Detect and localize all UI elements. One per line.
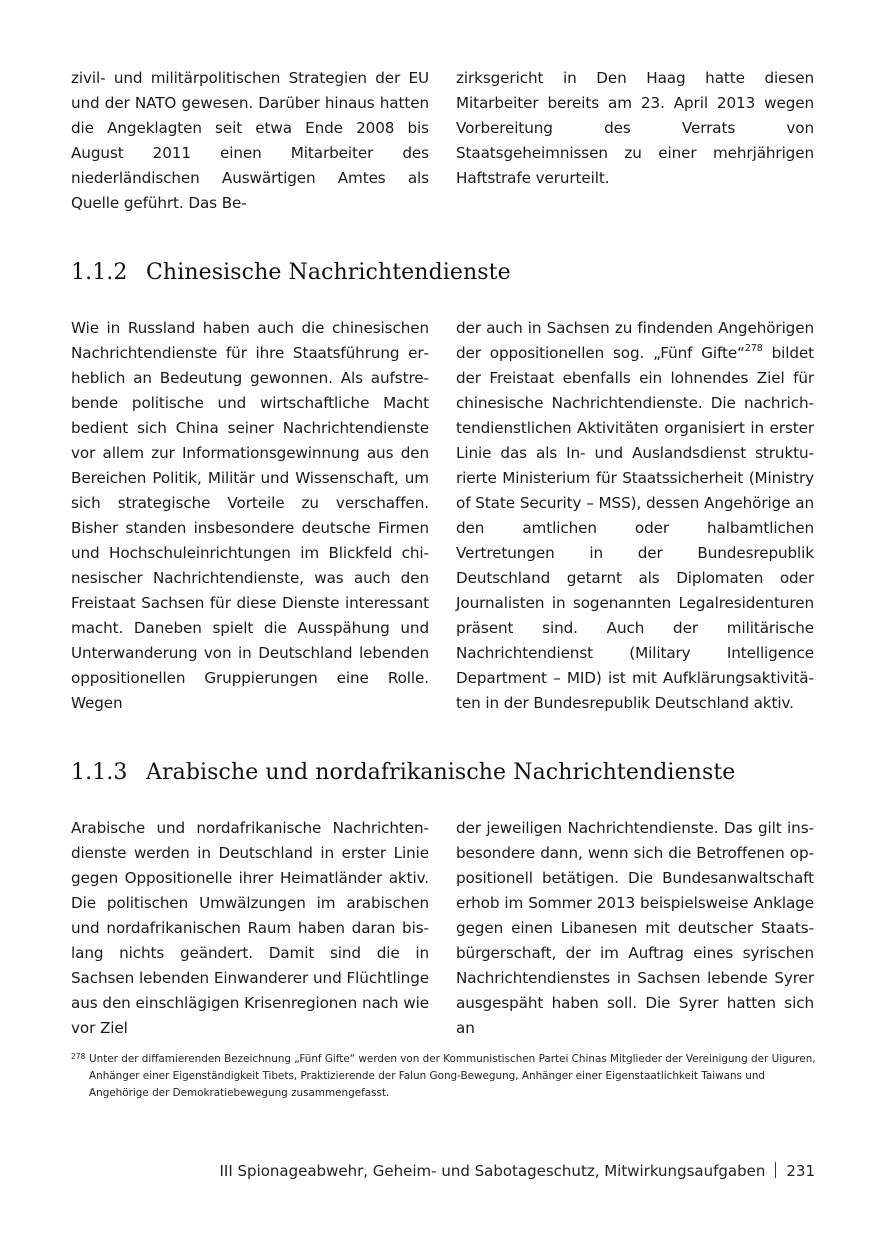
footnote	[71, 1051, 816, 1102]
paragraph-text-part: bildet der Freistaat ebenfalls ein lohnendes Ziel für chinesische Nachrichtendienste. Die nachrichtendienstlichen Aktivitäten organisiert in erster Linie das als In- und Auslandsdienst strukturierte Ministerium für Staatssicherheit (Ministry of State Security – MSS), dessen Angehörige an den amtlichen oder halbamtlichen Vertretungen in der Bundesrepublik Deutschland getarnt als Diplomaten oder Journalisten in sogenannten Legalresidenturen präsent sind. Auch der militärische Nachrichtendienst (Military Intelligence Department – MID) ist mit Aufklärungsaktivitäten in der Bundesrepublik Deutschland aktiv.	[456, 344, 814, 712]
footnote-reference[interactable]: 278	[744, 343, 763, 354]
section-heading-112	[71, 259, 511, 287]
paragraph-text: zirksgericht in Den Haag hatte diesen Mitarbeiter bereits am 23. April 2013 wegen Vorbereitung des Verrats von Staatsgeheimnissen zu einer mehrjährigen Haftstrafe verurteilt.	[456, 69, 814, 187]
footer-divider	[775, 1162, 776, 1178]
paragraph-text: der jeweiligen Nachrichtendienste. Das gilt insbesondere dann, wenn sich die Betroffenen oppositionell betätigen. Die Bundesanwaltschaft erhob im Sommer 2013 beispielsweise Anklage gegen einen Libanesen mit deutscher Staatsbürgerschaft, der im Auftrag eines syrischen Nachrichtendienstes in Sachsen lebende Syrer ausgespäht haben soll. Die Syrer hatten sich an	[456, 819, 814, 1037]
paragraph-text: zivil- und militärpolitischen Strategien der EU und der NATO gewesen. Darüber hinaus hatten die Angeklagten seit etwa Ende 2008 bis August 2011 einen Mitarbeiter des niederländischen Auswärtigen Amtes als Quelle geführt. Das Be-	[71, 69, 429, 212]
paragraph-text: Arabische und nordafrikanische Nachrichtendienste werden in Deutschland in erster Linie gegen Oppositionelle ihrer Heimatländer aktiv. Die politischen Umwälzungen im arabischen und nordafrikanischen Raum haben daran bislang nichts geändert. Damit sind die in Sachsen lebenden Einwanderer und Flüchtlinge aus den einschlägigen Krisenregionen nach wie vor Ziel	[71, 819, 429, 1037]
section-113-column-left	[71, 816, 429, 1041]
section-title: Chinesische Nachrichtendienste	[146, 260, 511, 285]
section-number: 1.1.2	[71, 260, 128, 285]
section-112-column-right	[456, 316, 814, 716]
footnote-mark: 278	[71, 1052, 86, 1061]
page-number: 231	[786, 1162, 815, 1180]
top-column-right	[456, 66, 814, 191]
paragraph-text	[456, 316, 814, 716]
section-heading-113	[71, 759, 735, 787]
paragraph-text-part: der auch in Sachsen zu findenden Angehörigen der oppositionellen sog. „Fünf Gifte“	[456, 319, 814, 362]
top-column-left	[71, 66, 429, 216]
footnote-text: Unter der diffamierenden Bezeichnung „Fünf Gifte“ werden von der Kommunistischen Partei Chinas Mitglieder der Vereinigung der Uiguren, Anhänger einer Eigenständigkeit Tibets, Praktizierende der Falun Gong-Bewegung, Anhänger einer Eigenstaatlichkeit Taiwans und Angehörige der Demokratiebewegung zusammengefasst.	[89, 1053, 816, 1099]
section-number: 1.1.3	[71, 760, 128, 785]
section-112-column-left	[71, 316, 429, 716]
page-footer	[219, 1159, 815, 1183]
section-title: Arabische und nordafrikanische Nachrichtendienste	[146, 760, 736, 785]
section-113-column-right	[456, 816, 814, 1041]
paragraph-text: Wie in Russland haben auch die chinesischen Nachrichtendienste für ihre Staatsführung erheblich an Bedeutung gewonnen. Als aufstrebende politische und wirtschaftliche Macht bedient sich China seiner Nachrichtendienste vor allem zur Informationsgewinnung aus den Bereichen Politik, Militär und Wissenschaft, um sich strategische Vorteile zu verschaffen. Bisher standen insbesondere deutsche Firmen und Hochschuleinrichtungen im Blickfeld chinesischer Nachrichtendienste, was auch den Freistaat Sachsen für diese Dienste interessant macht. Daneben spielt die Ausspähung und Unterwanderung von in Deutschland lebenden oppositionellen Gruppierungen eine Rolle. Wegen	[71, 319, 429, 712]
chapter-title: III Spionageabwehr, Geheim- und Sabotageschutz, Mitwirkungsaufgaben	[219, 1162, 766, 1180]
